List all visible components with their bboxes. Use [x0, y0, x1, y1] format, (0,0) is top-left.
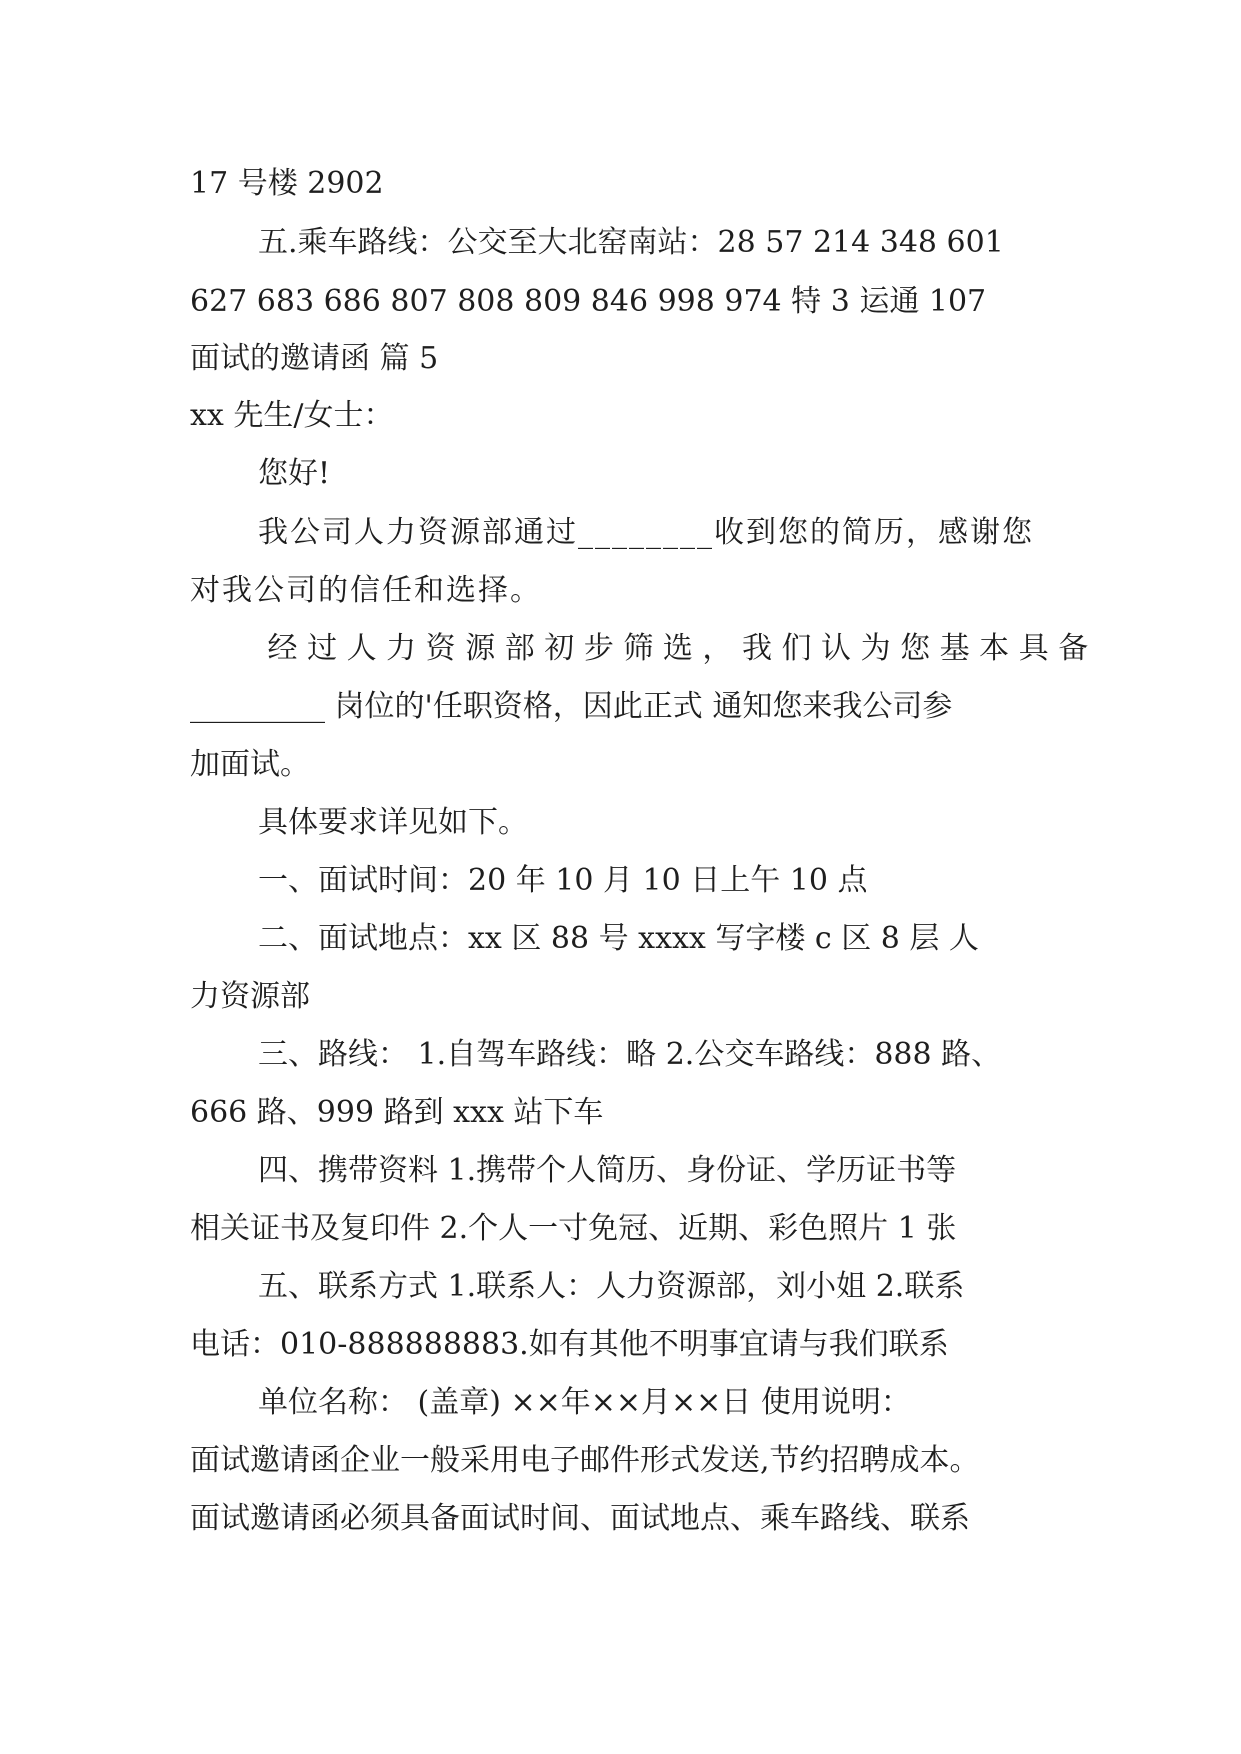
- list-item-route: 三、路线： 1.自驾车路线：略 2.公交车路线：888 路、: [258, 1037, 1002, 1072]
- text-line-bus-route: 五.乘车路线：公交至大北窑南站：28 57 214 348 601: [258, 225, 1004, 260]
- paragraph-line: 经 过 人 力 资 源 部 初 步 筛 选 ， 我 们 认 为 您 基 本 具 备: [258, 631, 1089, 666]
- usage-note: 面试邀请函必须具备面试时间、面试地点、乘车路线、联系: [190, 1501, 970, 1536]
- list-item-continuation: 电话：010-888888883.如有其他不明事宜请与我们联系: [190, 1327, 949, 1362]
- list-item-contact: 五、联系方式 1.联系人：人力资源部，刘小姐 2.联系: [258, 1269, 965, 1304]
- paragraph-line: 对我公司的信任和选择。: [190, 573, 542, 608]
- list-item-continuation: 相关证书及复印件 2.个人一寸免冠、近期、彩色照片 1 张: [190, 1211, 957, 1246]
- text-line-address: 17 号楼 2902: [190, 166, 384, 201]
- signature-line: 单位名称： (盖章) ××年××月××日 使用说明：: [258, 1385, 911, 1420]
- salutation: xx 先生/女士：: [190, 398, 394, 433]
- paragraph-line: _________ 岗位的'任职资格，因此正式 通知您来我公司参: [190, 689, 953, 724]
- paragraph-line: 我公司人力资源部通过________收到您的简历，感谢您: [258, 515, 1034, 550]
- usage-note: 面试邀请函企业一般采用电子邮件形式发送,节约招聘成本。: [190, 1443, 980, 1478]
- paragraph-line: 具体要求详见如下。: [258, 805, 528, 840]
- list-item-interview-location: 二、面试地点：xx 区 88 号 xxxx 写字楼 c 区 8 层 人: [258, 921, 979, 956]
- text-line-bus-numbers: 627 683 686 807 808 809 846 998 974 特 3 运通 107: [190, 284, 987, 319]
- list-item-interview-time: 一、面试时间：20 年 10 月 10 日上午 10 点: [258, 863, 868, 898]
- list-item-continuation: 666 路、999 路到 xxx 站下车: [190, 1095, 604, 1130]
- list-item-continuation: 力资源部: [190, 979, 310, 1014]
- section-heading: 面试的邀请函 篇 5: [190, 341, 439, 376]
- paragraph-line: 加面试。: [190, 747, 310, 782]
- list-item-materials: 四、携带资料 1.携带个人简历、身份证、学历证书等: [258, 1153, 957, 1188]
- greeting: 您好!: [258, 456, 331, 491]
